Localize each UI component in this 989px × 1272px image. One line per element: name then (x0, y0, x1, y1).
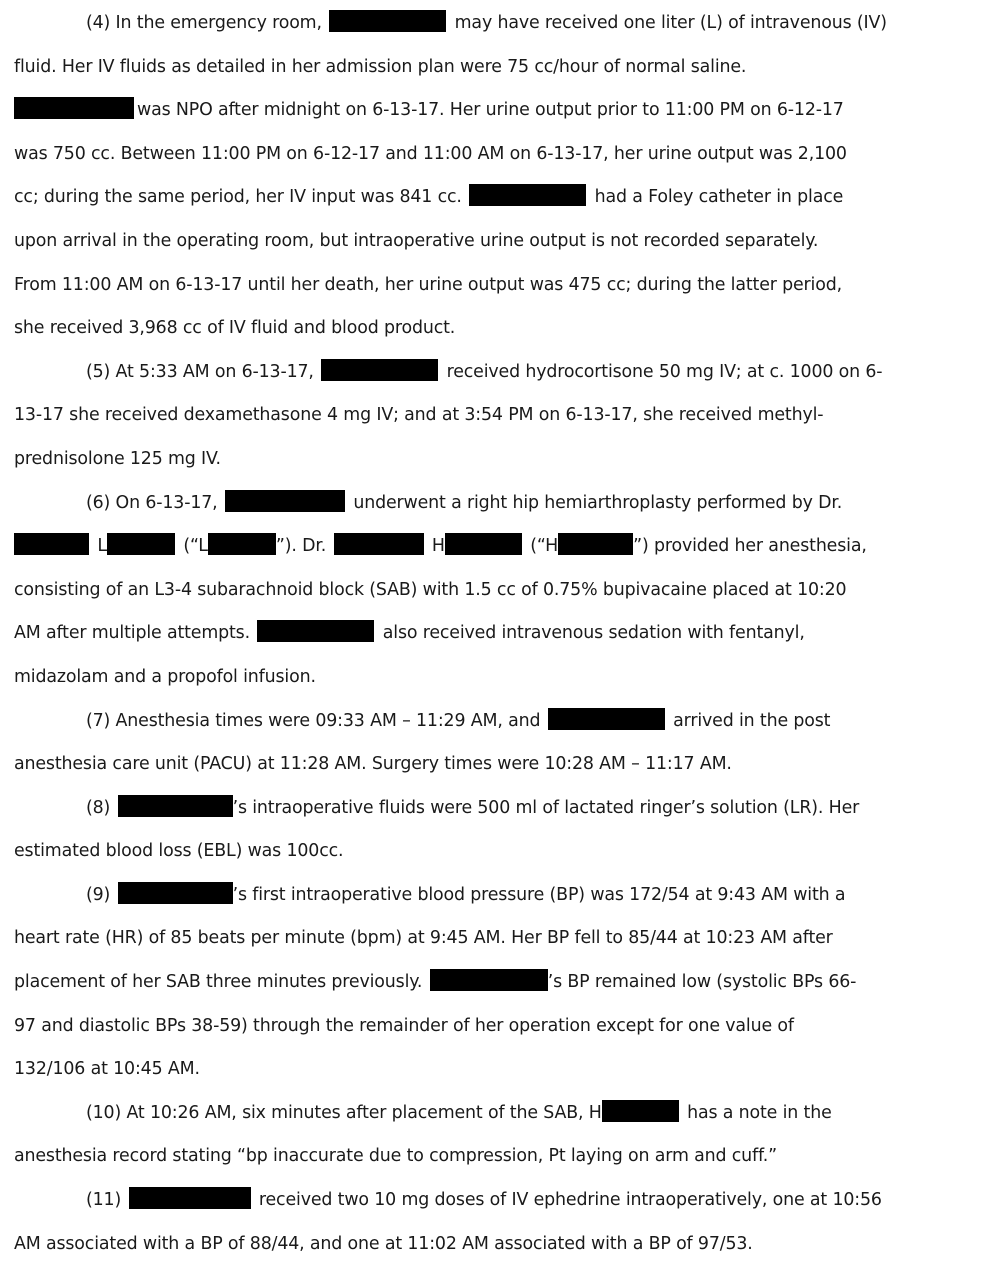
redaction-bar (469, 184, 586, 206)
redaction-bar (321, 359, 438, 381)
text-segment: (6) On 6-13-17, (86, 492, 218, 513)
text-segment: fluid. Her IV fluids as detailed in her admission plan were 75 cc/hour of normal saline. (14, 56, 747, 77)
text-line (14, 612, 977, 656)
text-segment: consisting of an L3-4 subarachnoid block (SAB) with 1.5 cc of 0.75% bupivacaine placed at 10:20 (14, 579, 847, 600)
redaction-bar (118, 795, 233, 817)
text-line (14, 1005, 977, 1049)
text-segment: underwent a right hip hemiarthroplasty performed by Dr. (353, 492, 843, 513)
text-segment: received two 10 mg doses of IV ephedrine intraoperatively, one at 10:56 (258, 1190, 882, 1211)
text-segment: anesthesia care unit (PACU) at 11:28 AM. Surgery times were 10:28 AM – 11:17 AM. (14, 754, 732, 775)
text-segment: ’s BP remained low (systolic BPs 66- (547, 972, 857, 993)
text-segment: was NPO after midnight on 6-13-17. Her urine output prior to 11:00 PM on 6-12-17 (137, 100, 844, 121)
paragraph-9 (14, 874, 977, 1092)
text-segment: ”) provided her anesthesia, (633, 536, 867, 557)
text-segment: (4) In the emergency room, (86, 13, 322, 33)
text-line (14, 961, 977, 1005)
text-segment: (9) (86, 884, 111, 905)
text-segment: anesthesia record stating “bp inaccurate due to compression, Pt laying on arm and cuff.” (14, 1146, 777, 1167)
text-segment: ”). Dr. (275, 536, 327, 557)
text-line (14, 874, 977, 918)
text-segment: 97 and diastolic BPs 38-59) through the remainder of her operation except for one value of (14, 1015, 794, 1036)
text-segment: H (431, 536, 445, 557)
redaction-bar (107, 533, 175, 555)
text-line (14, 176, 977, 220)
text-line (14, 569, 977, 613)
text-line (14, 394, 977, 438)
text-line (14, 830, 977, 874)
text-line (14, 482, 977, 526)
redaction-bar (225, 490, 345, 512)
text-segment: she received 3,968 cc of IV fluid and blood product. (14, 318, 456, 339)
text-segment: also received intravenous sedation with fentanyl, (382, 623, 805, 644)
text-segment: prednisolone 125 mg IV. (14, 448, 221, 469)
text-line (14, 89, 977, 133)
text-segment: 13-17 she received dexamethasone 4 mg IV; and at 3:54 PM on 6-13-17, she received methyl- (14, 405, 824, 426)
paragraph-4 (14, 2, 977, 351)
redaction-bar (208, 533, 276, 555)
text-segment: midazolam and a propofol infusion. (14, 666, 316, 687)
redaction-bar (445, 533, 522, 555)
text-segment: arrived in the post (673, 710, 831, 731)
text-line (14, 1179, 977, 1223)
text-segment: (“L (183, 536, 208, 557)
text-segment: was 750 cc. Between 11:00 PM on 6-12-17 and 11:00 AM on 6-13-17, her urine output was 2,100 (14, 143, 847, 164)
redaction-bar (118, 882, 233, 904)
text-segment: placement of her SAB three minutes previously. (14, 972, 423, 993)
text-line (14, 1092, 977, 1136)
redaction-bar (14, 97, 134, 119)
redaction-bar (430, 969, 548, 991)
text-line (14, 1135, 977, 1179)
text-segment: upon arrival in the operating room, but intraoperative urine output is not recorded separately. (14, 230, 819, 251)
text-segment: may have received one liter (L) of intravenous (IV) (454, 13, 887, 33)
text-line (14, 525, 977, 569)
redaction-bar (548, 708, 665, 730)
redaction-bar (558, 533, 633, 555)
text-segment: (11) (86, 1190, 122, 1211)
text-segment: AM associated with a BP of 88/44, and one at 11:02 AM associated with a BP of 97/53. (14, 1233, 753, 1254)
paragraph-10 (14, 1092, 977, 1179)
paragraph-8 (14, 787, 977, 874)
text-line (14, 1223, 977, 1267)
text-segment: (“H (530, 536, 559, 557)
text-line (14, 787, 977, 831)
text-segment: (8) (86, 797, 111, 818)
text-segment: (10) At 10:26 AM, six minutes after placement of the SAB, H (86, 1102, 602, 1123)
text-segment: L (97, 536, 107, 557)
redaction-bar (129, 1187, 251, 1209)
text-segment: received hydrocortisone 50 mg IV; at c. 1000 on 6- (446, 361, 883, 382)
text-segment: cc; during the same period, her IV input was 841 cc. (14, 187, 462, 208)
text-line (14, 307, 977, 351)
text-segment: From 11:00 AM on 6-13-17 until her death, her urine output was 475 cc; during the latter period, (14, 274, 842, 295)
text-line (14, 2, 977, 46)
text-segment: ’s intraoperative fluids were 500 ml of lactated ringer’s solution (LR). Her (232, 797, 860, 818)
text-line (14, 220, 977, 264)
text-line (14, 917, 977, 961)
text-line (14, 351, 977, 395)
text-line (14, 656, 977, 700)
paragraph-11 (14, 1179, 977, 1266)
text-segment: (5) At 5:33 AM on 6-13-17, (86, 361, 314, 382)
redaction-bar (257, 620, 374, 642)
text-segment: has a note in the (687, 1102, 832, 1123)
redaction-bar (334, 533, 424, 555)
text-segment: ’s first intraoperative blood pressure (BP) was 172/54 at 9:43 AM with a (232, 884, 846, 905)
paragraph-6 (14, 482, 977, 700)
redaction-bar (14, 533, 89, 555)
text-line (14, 700, 977, 744)
text-line (14, 1048, 977, 1092)
paragraph-7 (14, 700, 977, 787)
text-segment: estimated blood loss (EBL) was 100cc. (14, 841, 344, 862)
text-line (14, 133, 977, 177)
text-line (14, 743, 977, 787)
text-segment: heart rate (HR) of 85 beats per minute (bpm) at 9:45 AM. Her BP fell to 85/44 at 10:23 AM after (14, 928, 833, 949)
text-segment: (7) Anesthesia times were 09:33 AM – 11:29 AM, and (86, 710, 541, 731)
text-line (14, 438, 977, 482)
redaction-bar (602, 1100, 679, 1122)
text-line (14, 46, 977, 90)
text-line (14, 264, 977, 308)
text-segment: AM after multiple attempts. (14, 623, 250, 644)
redaction-bar (329, 10, 446, 32)
text-segment: 132/106 at 10:45 AM. (14, 1059, 200, 1080)
text-segment: had a Foley catheter in place (594, 187, 844, 208)
paragraph-5 (14, 351, 977, 482)
